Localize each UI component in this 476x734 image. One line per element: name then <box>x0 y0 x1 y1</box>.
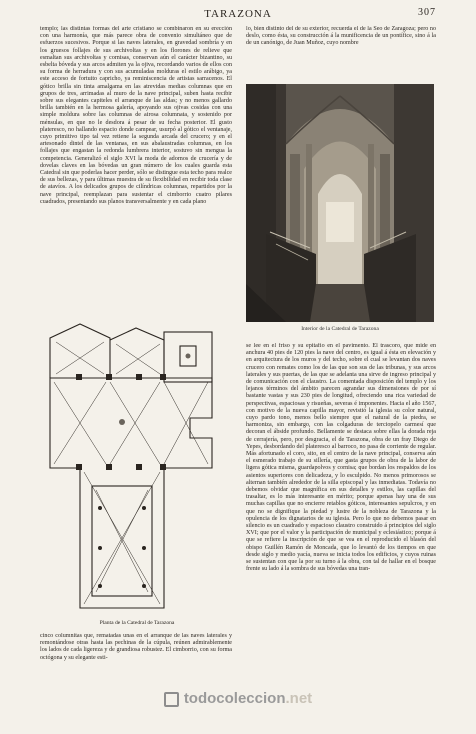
watermark <box>0 688 476 708</box>
plan-caption: Planta de la Catedral de Tarazona <box>99 620 175 626</box>
cathedral-floor-plan <box>40 318 234 618</box>
page-number: 307 <box>418 7 436 18</box>
left-column-top <box>40 26 232 312</box>
paragraph: cinco columnitas que, rematadas unas en el arranque de las naves laterales y remontándose otras hasta las pechinas de la cúpula, reúnen admirablemente los lados de cada ligereza y de grandiosa robustez. El cimborrio, con su forma octógona y su elegante esti- <box>40 633 232 661</box>
paragraph: lo, bien distinto del de su exterior, recuerda el de la Seo de Zaragoza; pero no deslo, como ésta, su construcción á la munificencia de un pontífice, sino á la de un canónigo, de Juan Muñoz, cuyo nombre <box>246 26 436 47</box>
square-logo-icon <box>164 692 179 707</box>
left-column-bottom <box>40 633 232 681</box>
right-column-top <box>246 26 436 76</box>
cathedral-interior-photo <box>246 84 434 322</box>
watermark-brand: todocoleccion <box>183 689 286 707</box>
paragraph: templo; las distintas formas del arte cristiano se combinaron en su erección con una harmonía, que más parece obra de convenio simultáneo que de esfuerzos sucesivos. Porque si las naves laterales, en gravedad sombría y en los gruesos follajes de sus archivoltas y en los florones de relieve que esmaltan sus archivoltas y cornisas, conservan aún el carácter bizantino, su esbelta bóveda y sus arcos admiten ya la ojiva, recordando varios de ellos con su forma de herradura y con sus acumuladas molduras el estilo arábigo, ya este acceso de fortuito capricho, ya reminiscencia de artistas sarracenos. El gótico brilla sin tinta amalgama en las atrevidas medias columnas que en grupos de tres, arrimadas al muro de la nave principal, suben hasta recibir sobre sus elegantes capiteles el arranque de las aldas; y no menos gallardo brilla también en la hermosa galería, apoyando sus ojivas cosidas con una simple moldura sobre las columnas de airosa columnata, y sostenido por ménsulas, en que no le desdora á pesar de su fecha posterior. El gusto plateresco, no hallando espacio donde campear, usurpó al gótico el ventanaje, cuyo primitivo tipo tal vez retiene la segunda arcada del crucero; y en el artesonado dintel de las ventanas, en sus abalaustradas columnas, en los follajes que engastan la redonda lumbrera interior, sostuvo sin mengua la competencia. Generalizó el siglo XVI la moda de adornos de crucería y de dovelas claves en las bóvedas un gran número de los cuales guarda esta Catedral sin que poderlas hacer perder, sólo se distingue esta techo para realce de sus bellezas, y para últimas muestra de su flexibilidad en recibir toda clase de atavíos. A los delicados grupos de cilíndricas columnas, repartidos por la nave principal, reemplazan para sustentar el cimborrio cuatro pilares cuadrados, presentando sus planos transversalmente y en cada plano <box>40 26 232 205</box>
page-title: TARAZONA <box>204 8 272 20</box>
paragraph: se lee en el friso y su epitafio en el pavimento. El trascoro, que mide en anchura 40 pies de 120 pies la nave del centro, es igual á ésta en elevación y en arquitectura de los muros y del techo, sobre el cual se levantan dos naves crucero con remates como los de las que son sus de las tribunas, y sus arcos laterales y sus puertas, de las que se adelanta una sirve de ingreso principal y de comunicación con el claustro. La comentada disposición del templo y los lejanos términos del ámbito parecen agrandar sus dimensiones de por sí bastante vastas y sus 230 pies de longitud, ofreciendo una rica variedad de perspectivas, espaciosas y risueñas, severas é imponentes. Hacia el año 1567, con motivo de la nueva capilla mayor, revistió la iglesia su color natural, cuyo pardo tono, menos bello siempre que el natural de la piedra, se harmoniza, sin embargo, con las colgaduras de terciopelo carmesí que decoran el ábside profundo. Bellamente se destaca sobre ellas la dorada reja de cerrajería, pero, por desgracia, el de Tarazona, obra de un fray Diego de Yepes, desbordando del plateresco al barroco, no pasa de corriente de regular. Más afortunado el coro, sito, en el centro de la nave principal, conserva aún el esmerado trabajo de su sillería, que gasta grupos de obra de la labor de ligera gótica misma, guardapolvos y cornisa; que bordan los respaldos de los asientos superiores con delicadeza, y lo esculpido. No menos primorosos se alternan también alrededor de la silla episcopal y las inmediatas. Todavía no debemos olvidar que magnífica en sus detalles y estilos, las capillas del trasaltar, es lo más interesante en mérito; porque apenas hay una de sus muchas capillas que no encierre retablos góticos, interesantes sepulcros, y en que no se dignifique la piedad y lustre de la nobleza de Tarazona y la opulencia de los dignatarios de su iglesia. Pero lo que no debemos pasar en silencio es un cuadrado y espacioso claustro construido á principios del siglo XVI; que por el valor y la participación de municipal y eclesiástico; porque á que se refiere la inscripción de que se vea en el reproducido el blasón del obispo Guillén Ramón de Moncada, que lo levantó de los tiempos en que desde siglo y medio yacía, nueva se inicia todos los edificios, y cuyos ruinas se sustentan con que la por su turno á la obra, con tal de hallar en el bosque frente su lado á la sombra de sus bóvedas una tran- <box>246 343 436 573</box>
photo-caption: Interior de la Catedral de Tarazona <box>301 326 379 332</box>
page-header <box>40 6 436 22</box>
right-column-main <box>246 343 436 681</box>
watermark-suffix: .net <box>285 689 313 707</box>
